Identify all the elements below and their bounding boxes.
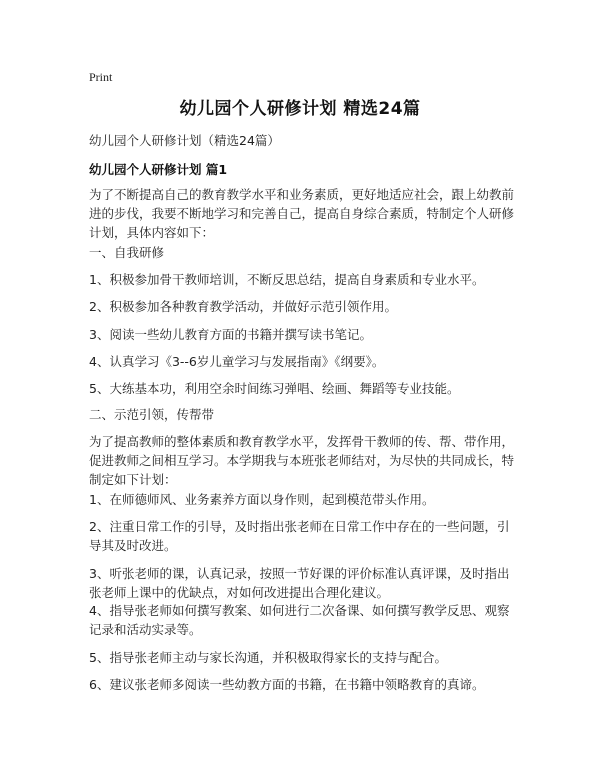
- part1-item-5: 5、大练基本功，利用空余时间练习弹唱、绘画、舞蹈等专业技能。: [89, 381, 460, 396]
- part1-item-2: 2、积极参加各种教育教学活动，并做好示范引领作用。: [89, 299, 397, 314]
- print-link[interactable]: Print: [89, 70, 113, 84]
- part1-item-1: 1、积极参加骨干教师培训，不断反思总结，提高自身素质和专业水平。: [89, 272, 485, 287]
- part2-item-1: 1、在师德师风、业务素养方面以身作则，起到模范带头作用。: [89, 492, 435, 507]
- part2-item-3: 3、听张老师的课，认真记录，按照一节好课的评价标准认真评课，及时指出张老师上课中的优缺点，对如何改进提出合理化建议。: [89, 566, 510, 600]
- part2-item-4: 4、指导张老师如何撰写教案、如何进行二次备课、如何撰写教学反思、观察记录和活动实录等。: [89, 603, 510, 637]
- part2-heading: 二、示范引领，传帮带: [89, 407, 215, 422]
- part2-item-2: 2、注重日常工作的引导，及时指出张老师在日常工作中存在的一些问题，引导其及时改进。: [89, 519, 510, 553]
- part1-heading: 一、自我研修: [89, 245, 165, 260]
- page-title: 幼儿园个人研修计划 精选24篇: [179, 99, 421, 119]
- part2-item-6: 6、建议张老师多阅读一些幼教方面的书籍，在书籍中领略教育的真谛。: [89, 677, 485, 692]
- part1-item-3: 3、阅读一些幼儿教育方面的书籍并撰写读书笔记。: [89, 327, 372, 342]
- intro-paragraph: 为了不断提高自己的教育教学水平和业务素质，更好地适应社会，跟上幼教前进的步伐，我要不断地学习和完善自己，提高自身综合素质，特制定个人研修计划，具体内容如下：: [89, 187, 515, 240]
- part2-item-5: 5、指导张老师主动与家长沟通，并积极取得家长的支持与配合。: [89, 650, 447, 665]
- section-heading: 幼儿园个人研修计划 篇1: [89, 162, 228, 177]
- part1-item-4: 4、认真学习《3--6岁儿童学习与发展指南》《纲要》。: [89, 354, 385, 369]
- part2-intro-paragraph: 为了提高教师的整体素质和教育教学水平，发挥骨干教师的传、帮、带作用，促进教师之间相互学习。本学期我与本班张老师结对，为尽快的共同成长，特制定如下计划：: [89, 434, 515, 487]
- document-subtitle: 幼儿园个人研修计划（精选24篇）: [89, 133, 280, 148]
